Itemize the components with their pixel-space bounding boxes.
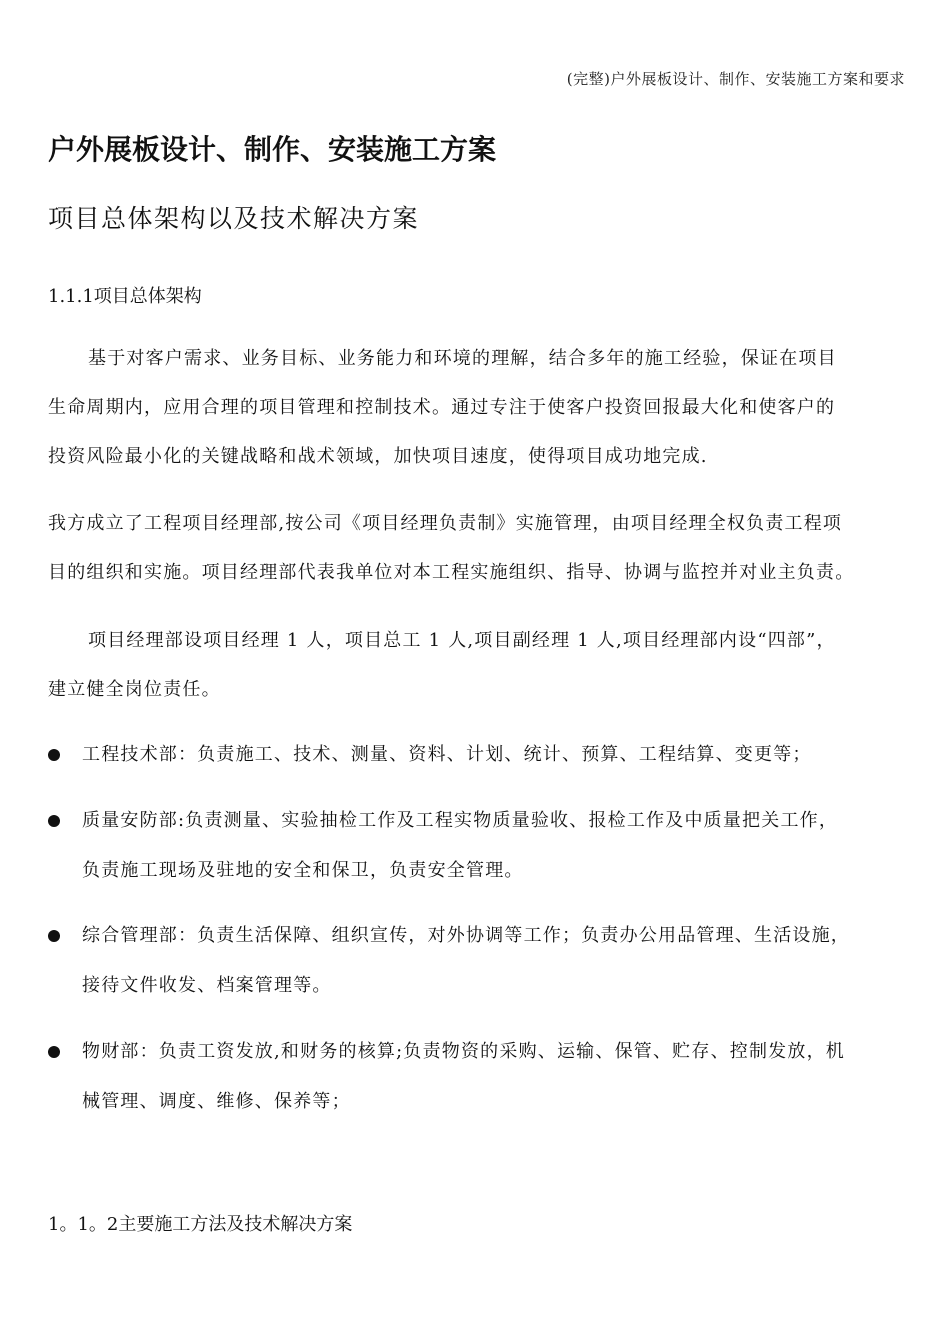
running-header: (完整)户外展板设计、制作、安装施工方案和要求 [566,70,905,88]
list-item-line: 械管理、调度、维修、保养等； [82,1091,351,1112]
list-item [48,911,906,1011]
section-heading-1-1-2: 1。1。2主要施工方法及技术解决方案 [48,1214,353,1235]
list-item-line: 接待文件收发、档案管理等。 [82,975,332,996]
list-item-line: 物财部：负责工资发放,和财务的核算;负责物资的采购、运输、保管、贮存、控制发放，机 [82,1041,845,1062]
paragraph-line: 目的组织和实施。项目经理部代表我单位对本工程实施组织、指导、协调与监控并对业主负责。 [48,562,855,583]
bullet-icon [48,815,60,827]
bullet-icon [48,749,60,761]
list-item [48,730,906,780]
document-title: 户外展板设计、制作、安装施工方案 [48,133,497,166]
paragraph-line: 投资风险最小化的关键战略和战术领域，加快项目速度，使得项目成功地完成. [48,446,708,467]
document-subtitle: 项目总体架构以及技术解决方案 [48,204,420,233]
bullet-icon [48,930,60,942]
list-item-line: 综合管理部：负责生活保障、组织宣传，对外协调等工作；负责办公用品管理、生活设施， [82,925,850,946]
bullet-icon [48,1046,60,1058]
paragraph-department [48,499,906,597]
paragraph-line: 生命周期内，应用合理的项目管理和控制技术。通过专注于使客户投资回报最大化和使客户的 [48,397,836,418]
section-heading-1-1-1: 1.1.1项目总体架构 [48,286,202,307]
paragraph-staffing [48,616,906,714]
list-item-line: 工程技术部：负责施工、技术、测量、资料、计划、统计、预算、工程结算、变更等； [82,744,812,765]
list-item [48,796,906,896]
list-item-line: 质量安防部:负责测量、实验抽检工作及工程实物质量验收、报检工作及中质量把关工作， [82,810,839,831]
paragraph-line: 建立健全岗位责任。 [48,679,221,700]
paragraph-line: 项目经理部设项目经理 1 人，项目总工 1 人,项目副经理 1 人,项目经理部内设“四部”， [88,630,836,651]
list-item-line: 负责施工现场及驻地的安全和保卫，负责安全管理。 [82,860,524,881]
paragraph-line: 基于对客户需求、业务目标、业务能力和环境的理解，结合多年的施工经验，保证在项目 [88,348,837,369]
paragraph-line: 我方成立了工程项目经理部,按公司《项目经理负责制》实施管理，由项目经理全权负责工程项 [48,513,843,534]
paragraph-intro [48,334,906,481]
list-item [48,1027,906,1127]
